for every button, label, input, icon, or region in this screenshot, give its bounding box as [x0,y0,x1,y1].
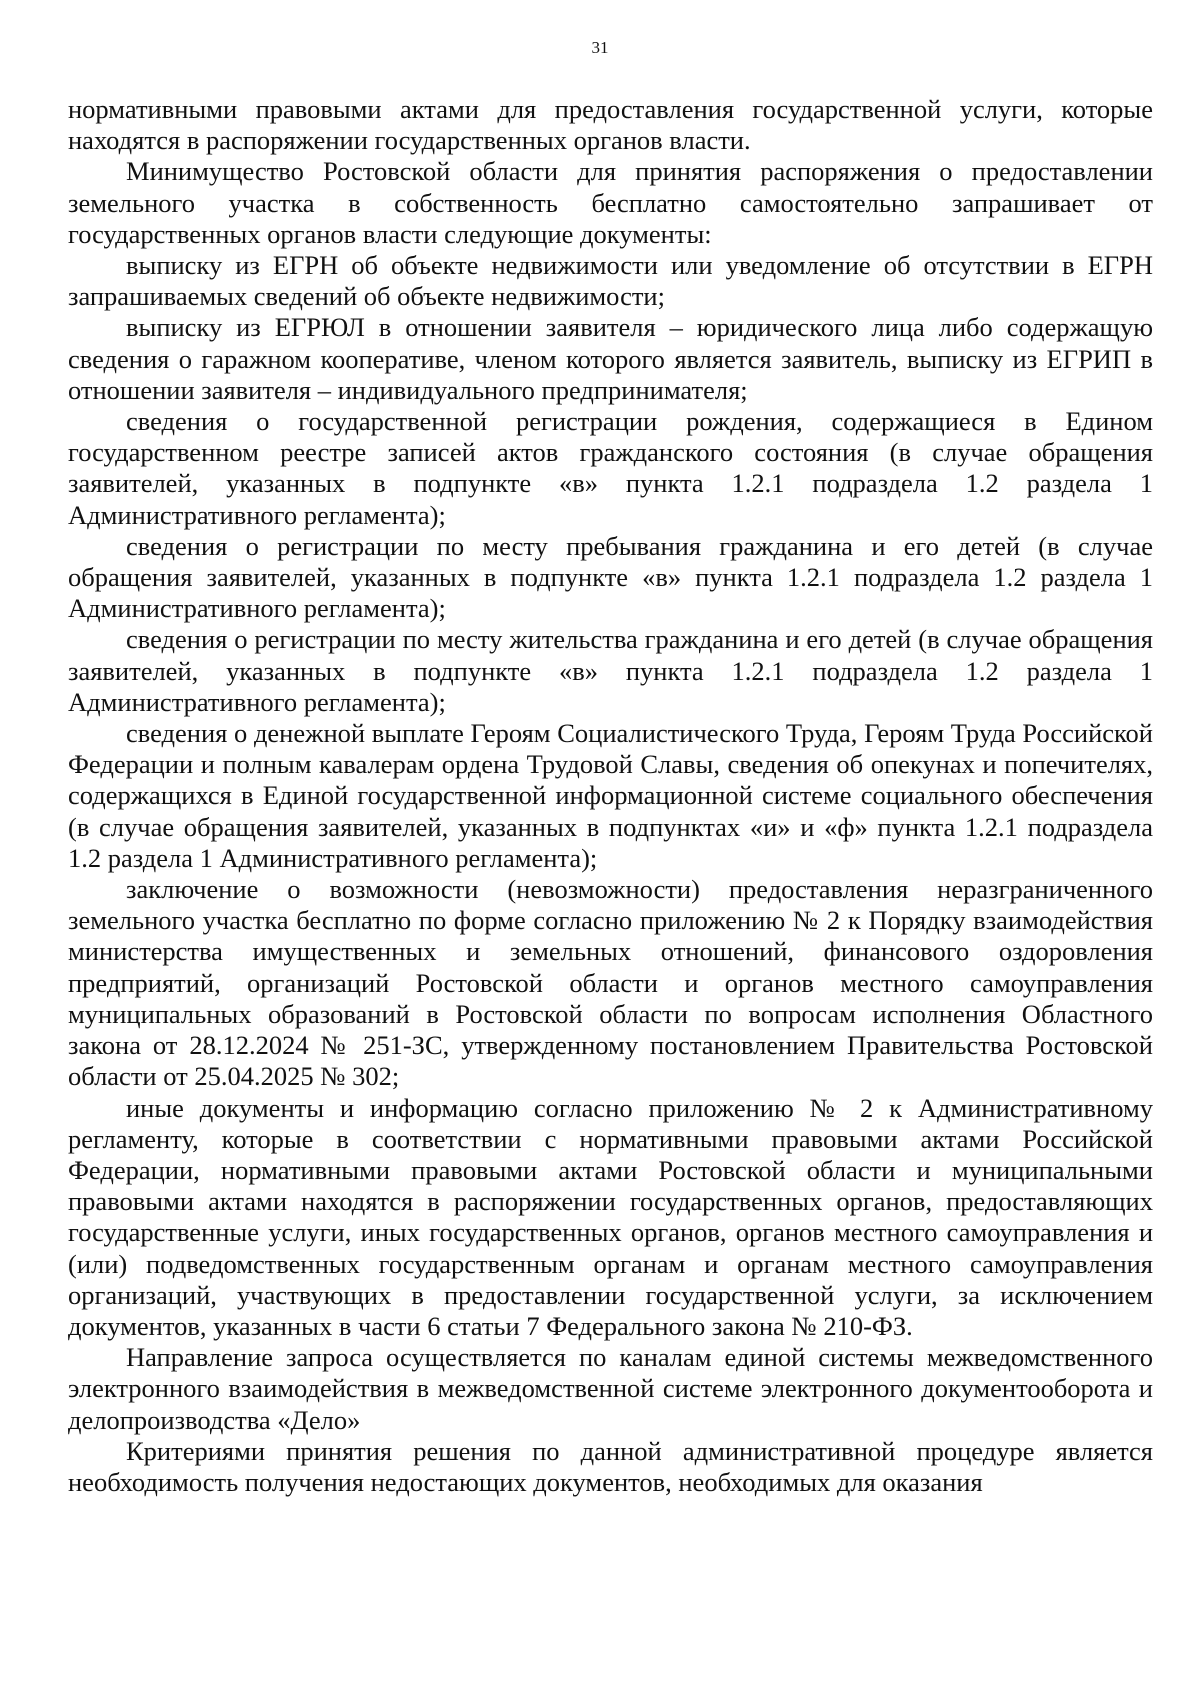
list-item-birth-registration: сведения о государственной регистрации рождения, содержащиеся в Едином государственном реестре записей актов гражданского состояния (в случае обращения заявителей, указанных в подпункте «в» пункта 1.2.1 подраздела 1.2 раздела 1 Административного регламента); [68,406,1153,530]
page-number: 31 [591,38,609,57]
list-item-cash-payment-info: сведения о денежной выплате Героям Социалистического Труда, Героям Труда Российской Федерации и полным кавалерам ордена Трудовой Славы, сведения об опекунах и попечителях, содержащихся в Единой государственной информационной системе социального обеспечения (в случае обращения заявителей, указанных в подпунктах «и» и «ф» пункта 1.2.1 подраздела 1.2 раздела 1 Административного регламента); [68,718,1153,873]
paragraph-ministry-requests: Минимущество Ростовской области для принятия распоряжения о предоставлении земельного участка в собственность бесплатно самостоятельно запрашивает от государственных органов власти следующие документы: [68,156,1153,249]
list-item-stay-registration: сведения о регистрации по месту пребывания гражданина и его детей (в случае обращения заявителей, указанных в подпункте «в» пункта 1.2.1 подраздела 1.2 раздела 1 Административного регламента); [68,530,1153,624]
document-body [68,94,1153,1498]
paragraph-continuation: нормативными правовыми актами для предоставления государственной услуги, которые находятся в распоряжении государственных органов власти. [68,94,1153,156]
list-item-land-plot-conclusion: заключение о возможности (невозможности) предоставления неразграниченного земельного участка бесплатно по форме согласно приложению № 2 к Порядку взаимодействия министерства имущественных и земельных отношений, финансового оздоровления предприятий, организаций Ростовской области и органов местного самоуправления муниципальных образований в Ростовской области по вопросам исполнения Областного закона от 28.12.2024 № 251-ЗС, утвержденному постановлением Правительства Ростовской области от 25.04.2025 № 302; [68,874,1153,1092]
list-item-egrn-extract: выписку из ЕГРН об объекте недвижимости или уведомление об отсутствии в ЕГРН запрашиваемых сведений об объекте недвижимости; [68,250,1153,312]
paragraph-decision-criteria: Критериями принятия решения по данной административной процедуре является необходимость получения недостающих документов, необходимых для оказания [68,1435,1153,1497]
list-item-egrul-extract: выписку из ЕГРЮЛ в отношении заявителя – юридического лица либо содержащую сведения о гаражном кооперативе, членом которого является заявитель, выписку из ЕГРИП в отношении заявителя – индивидуального предпринимателя; [68,312,1153,405]
paragraph-request-channels: Направление запроса осуществляется по каналам единой системы межведомственного электронного взаимодействия в межведомственной системе электронного документооборота и делопроизводства «Дело» [68,1342,1153,1435]
list-item-other-documents: иные документы и информацию согласно приложению № 2 к Административному регламенту, которые в соответствии с нормативными правовыми актами Российской Федерации, нормативными правовыми актами Ростовской области и муниципальными правовыми актами находятся в распоряжении государственных органов, предоставляющих государственные услуги, иных государственных органов, органов местного самоуправления и (или) подведомственных государственным органам и органам местного самоуправления организаций, участвующих в предоставлении государственной услуги, за исключением документов, указанных в части 6 статьи 7 Федерального закона № 210-ФЗ. [68,1092,1153,1341]
list-item-residence-registration: сведения о регистрации по месту жительства гражданина и его детей (в случае обращения заявителей, указанных в подпункте «в» пункта 1.2.1 подраздела 1.2 раздела 1 Административного регламента); [68,624,1153,717]
